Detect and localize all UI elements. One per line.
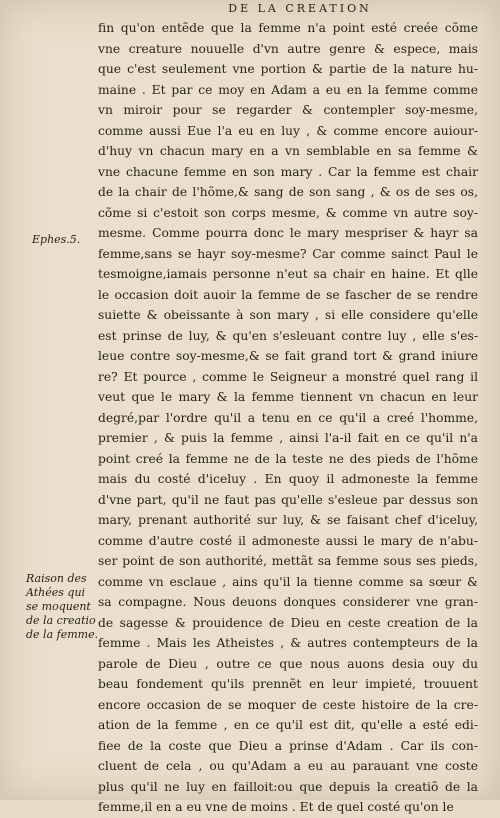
text-line: comme vn esclaue , ains qu'il la tienne comme sa sœur & (98, 574, 478, 589)
margin-note-line: se moquent (26, 600, 91, 613)
text-line: sa compagne. Nous deuons donques considerer vne gran- (98, 595, 478, 609)
text-line: encore occasion de se moquer de ceste histoire de la cre- (98, 697, 478, 712)
margin-note-line: Raison des (26, 572, 87, 585)
running-head: DE LA CREATION (228, 2, 372, 15)
text-line: vne creature nouuelle d'vn autre genre & espece, mais (98, 41, 478, 56)
text-line: comme d'autre costé il admoneste aussi le mary de n'abu- (98, 533, 478, 548)
text-line: premier , & puis la femme , ainsi l'a-il fait en ce qu'il n'a (98, 431, 478, 445)
text-line: parole de Dieu , outre ce que nous auons desia ouy du (98, 656, 478, 671)
text-line: beau fondement qu'ils prennẽt en leur impieté, trouuent (98, 677, 478, 691)
text-line: d'vne part, qu'il ne faut pas qu'elle s'esleue par dessus son (98, 492, 478, 507)
text-line: mesme. Comme pourra donc le mary mespriser & hayr sa (98, 226, 478, 240)
text-line: mais du costé d'iceluy . En quoy il admoneste la femme (98, 472, 478, 486)
text-line: comme aussi Eue l'a eu en luy , & comme encore auiour- (98, 123, 478, 138)
text-line: est prinse de luy, & qu'en s'esleuant contre luy , elle s'es- (98, 328, 478, 343)
text-line: femme . Mais les Atheistes , & autres contempteurs de la (98, 636, 478, 650)
text-line: le occasion doit auoir la femme de se fascher de se rendre (98, 287, 478, 302)
text-line: cluent de cela , ou qu'Adam a eu au parauant vne coste (98, 759, 478, 773)
text-line: femme,sans se hayr soy-mesme? Car comme sainct Paul le (98, 246, 478, 261)
text-line: que c'est seulement vne portion & partie de la nature hu- (98, 62, 478, 76)
text-line: de la chair de l'hõme,& sang de son sang , & os de ses os, (98, 185, 478, 199)
margin-note-line: de la femme. (26, 628, 99, 641)
text-line: ser point de son authorité, mettãt sa femme sous ses pieds, (98, 554, 478, 568)
text-line: d'huy vn chacun mary en a vn semblable en sa femme & (98, 144, 478, 158)
margin-note-line: Athées qui (26, 586, 86, 599)
text-line: fin qu'on entẽde que la femme n'a point esté creée cõme (98, 21, 478, 35)
text-line: vne chacune femme en son mary . Car la femme est chair (98, 164, 478, 179)
text-line: de sagesse & prouidence de Dieu en ceste creation de la (98, 615, 478, 630)
margin-note-raison (26, 572, 99, 642)
text-line: plus qu'il ne luy en failloit:ou que depuis la creatiõ de la (98, 779, 478, 794)
text-line: degré,par l'ordre qu'il a tenu en ce qu'il a creé l'homme, (98, 410, 478, 425)
text-line: point creé la femme ne de la teste ne des pieds de l'hõme (98, 451, 478, 466)
text-line: mary, prenant authorité sur luy, & se faisant chef d'iceluy, (98, 513, 478, 527)
text-line: maine . Et par ce moy en Adam a eu en la femme comme (98, 82, 478, 97)
text-line: tesmoigne,iamais personne n'eut sa chair en haine. Et qlle (98, 267, 478, 281)
text-line: fiee de la coste que Dieu a prinse d'Adam . Car ils con- (98, 738, 478, 753)
text-line: leue contre soy-mesme,& se fait grand tort & grand iniure (98, 349, 478, 363)
margin-note-line: de la creatio (26, 614, 96, 627)
text-line: vn miroir pour se regarder & contempler soy-mesme, (98, 103, 478, 117)
text-line: ation de la femme , en ce qu'il est dit, qu'elle a esté edi- (98, 718, 478, 732)
text-line: femme,il en a eu vne de moins . Et de quel costé qu'on le (98, 800, 454, 814)
text-line: suiette & obeissante à son mary , si elle considere qu'elle (98, 308, 478, 322)
margin-note-ephes: Ephes.5. (32, 233, 81, 246)
text-line: re? Et pource , comme le Seigneur a monstré quel rang il (98, 369, 478, 384)
text-line: veut que le mary & la femme tiennent vn chacun en leur (98, 390, 478, 404)
text-line: cõme si c'estoit son corps mesme, & comme vn autre soy- (98, 205, 478, 220)
body-text (98, 18, 478, 818)
